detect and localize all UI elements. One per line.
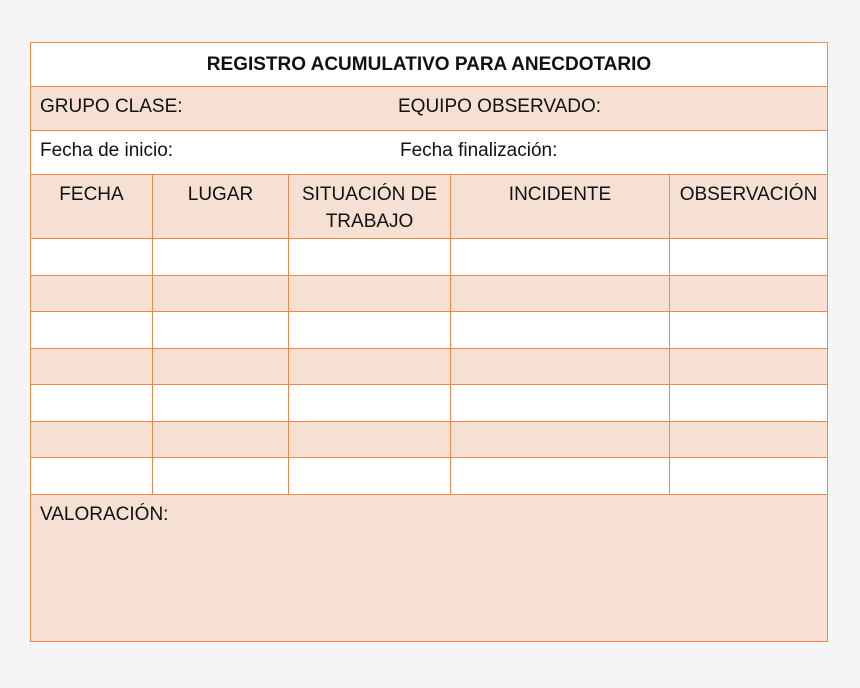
table-cell[interactable] [31,422,153,458]
table-cell[interactable] [451,312,670,348]
table-header-row [31,175,827,239]
table-cell[interactable] [289,349,451,385]
table-cell[interactable] [31,349,153,385]
table-cell[interactable] [451,239,670,275]
table-cell[interactable] [289,458,451,494]
table-cell[interactable] [670,458,827,494]
table-cell[interactable] [670,385,827,421]
form-title-text: REGISTRO ACUMULATIVO PARA ANECDOTARIO [206,53,652,75]
table-cell[interactable] [670,239,827,275]
table-cell[interactable] [153,349,289,385]
table-cell[interactable] [31,276,153,312]
fecha-inicio-label: Fecha de inicio: [40,140,174,161]
table-cell[interactable] [31,458,153,494]
column-header-situacion: SITUACIÓN DE TRABAJO [289,175,451,238]
column-header-lugar: LUGAR [153,175,289,238]
table-row [31,276,827,313]
group-row [31,87,827,131]
table-cell[interactable] [31,312,153,348]
table-row [31,385,827,422]
table-cell[interactable] [289,239,451,275]
table-cell[interactable] [670,422,827,458]
table-cell[interactable] [451,276,670,312]
column-header-observacion: OBSERVACIÓN [679,184,818,205]
table-cell[interactable] [31,239,153,275]
table-row [31,422,827,459]
table-cell[interactable] [289,276,451,312]
table-cell[interactable] [670,349,827,385]
table-cell[interactable] [451,458,670,494]
valoracion-label: VALORACIÓN: [40,504,169,525]
fecha-finalizacion-label: Fecha finalización: [400,140,558,161]
table-row [31,458,827,495]
equipo-observado-label: EQUIPO OBSERVADO: [398,96,602,117]
table-cell[interactable] [289,422,451,458]
date-row [31,131,827,175]
table-cell[interactable] [153,239,289,275]
table-cell[interactable] [153,458,289,494]
table-cell[interactable] [153,276,289,312]
grupo-clase-label: GRUPO CLASE: [40,96,183,117]
table-cell[interactable] [289,385,451,421]
table-cell[interactable] [31,385,153,421]
table-cell[interactable] [289,312,451,348]
column-header-incidente: INCIDENTE [451,175,670,238]
table-cell[interactable] [153,385,289,421]
table-cell[interactable] [451,422,670,458]
table-cell[interactable] [451,349,670,385]
table-cell[interactable] [153,422,289,458]
table-row [31,349,827,386]
table-row [31,312,827,349]
table-cell[interactable] [451,385,670,421]
table-cell[interactable] [670,276,827,312]
table-cell[interactable] [670,312,827,348]
form-title [31,43,827,87]
table-cell[interactable] [153,312,289,348]
valoracion-section [31,495,827,641]
table-row [31,239,827,276]
column-header-fecha: FECHA [31,175,153,238]
anecdotal-record-form [30,42,828,642]
